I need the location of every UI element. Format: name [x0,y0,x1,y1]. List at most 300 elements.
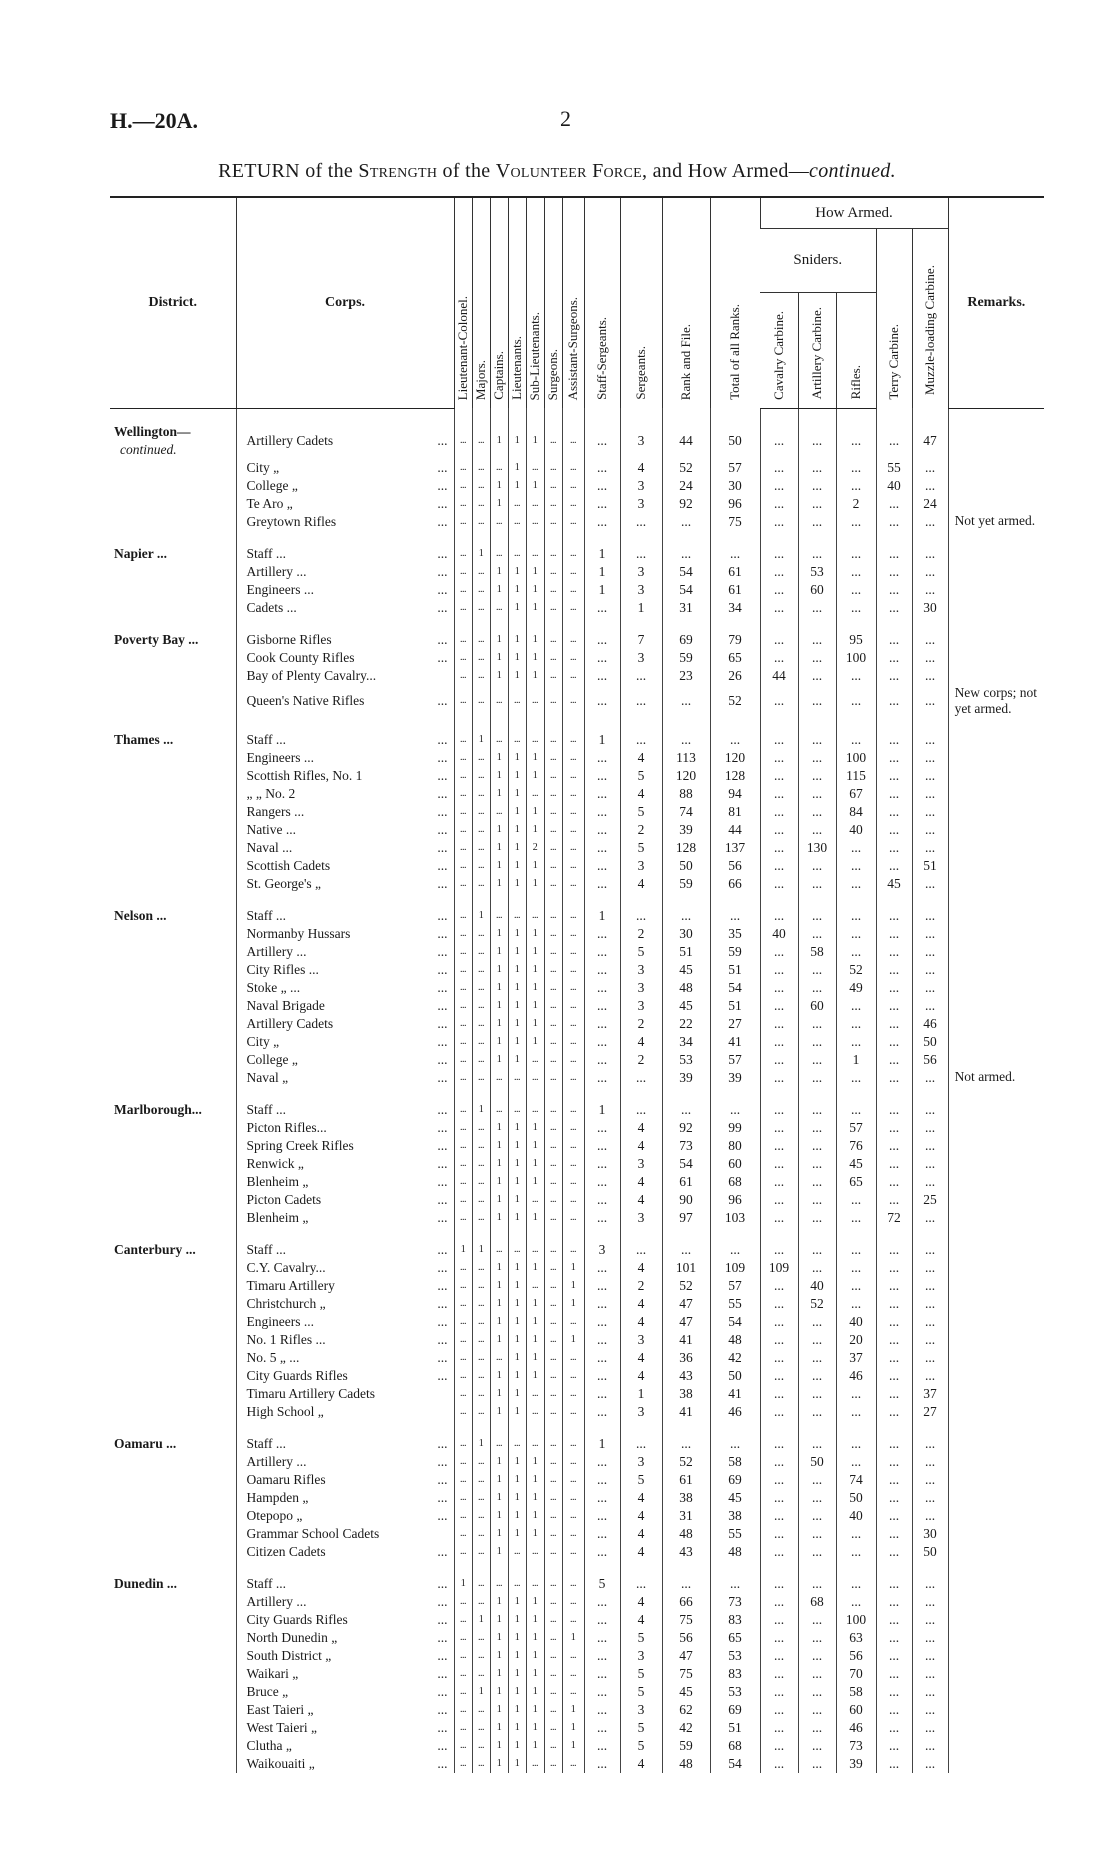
cell-lc: ... [454,1101,472,1119]
corps-cell [236,1331,454,1349]
cell-tot: 65 [710,1629,760,1647]
cell-rf: 45 [662,961,710,979]
cell-cap: 1 [490,997,508,1015]
cell-sgt: 7 [620,631,662,649]
cell-ter: ... [876,667,912,685]
cell-cav: ... [760,495,798,513]
cell-tot: 57 [710,1051,760,1069]
district-cell [110,1543,236,1561]
cell-ss: ... [584,1755,620,1773]
table-row [110,1209,1044,1227]
cell-art: ... [798,1611,836,1629]
cell-maj: ... [472,785,490,803]
cell-lc: ... [454,1259,472,1277]
cell-sub: 1 [526,1033,544,1051]
corps-cell [236,1453,454,1471]
cell-sub: 1 [526,979,544,997]
cell-maj: ... [472,599,490,617]
cell-rif: ... [836,1575,876,1593]
cell-muz: ... [912,1701,948,1719]
cell-rf: 75 [662,1611,710,1629]
cell-rf: ... [662,685,710,717]
cell-lt: 1 [508,1665,526,1683]
cell-cav: ... [760,1611,798,1629]
cell-ss: ... [584,1277,620,1295]
cell-rf: 47 [662,1295,710,1313]
cell-rif: 40 [836,1507,876,1525]
cell-asur: ... [562,1453,584,1471]
remarks-cell [948,1191,1044,1209]
cell-muz: ... [912,749,948,767]
corps-cell [236,1665,454,1683]
cell-maj: ... [472,875,490,893]
cell-sgt: ... [620,1241,662,1259]
header-artillery-carbine: Artillery Carbine. [798,293,836,408]
cell-sur: ... [544,1403,562,1421]
remarks-cell [948,997,1044,1015]
cell-cav: ... [760,943,798,961]
cell-lc: ... [454,631,472,649]
cell-ter: ... [876,1385,912,1403]
cell-rf: 47 [662,1313,710,1331]
district-cell [110,685,236,717]
corps-cell [236,581,454,599]
cell-maj: ... [472,1033,490,1051]
cell-cav: ... [760,581,798,599]
cell-cav: ... [760,1155,798,1173]
leader-dots: ... [437,925,448,941]
leader-dots: ... [437,1507,448,1523]
cell-asur: ... [562,599,584,617]
cell-ter: ... [876,1755,912,1773]
cell-lc: ... [454,1403,472,1421]
cell-maj: ... [472,749,490,767]
cell-maj: ... [472,1507,490,1525]
cell-lc: ... [454,513,472,531]
cell-sgt: 1 [620,1385,662,1403]
cell-sub: 1 [526,649,544,667]
cell-art: ... [798,1069,836,1087]
cell-art: ... [798,1313,836,1331]
cell-maj: ... [472,997,490,1015]
cell-maj: ... [472,685,490,717]
cell-sgt: ... [620,545,662,563]
corps-name: Staff ... [246,545,286,561]
cell-cav: ... [760,731,798,749]
cell-maj: 1 [472,731,490,749]
remarks-cell [948,1119,1044,1137]
cell-ss: 1 [584,731,620,749]
cell-ter: ... [876,1191,912,1209]
cell-lc: ... [454,749,472,767]
cell-sub: 1 [526,1155,544,1173]
cell-sgt: 2 [620,821,662,839]
district-gap [110,408,1044,423]
cell-sur: ... [544,423,562,459]
cell-lc: ... [454,839,472,857]
cell-muz: ... [912,1173,948,1191]
cell-asur: ... [562,545,584,563]
cell-sub: 1 [526,1629,544,1647]
district-cell [110,1719,236,1737]
cell-rf: 24 [662,477,710,495]
cell-sgt: 4 [620,1259,662,1277]
cell-tot: 120 [710,749,760,767]
remarks-cell [948,1737,1044,1755]
cell-muz: ... [912,839,948,857]
cell-lt: ... [508,1101,526,1119]
cell-asur: ... [562,731,584,749]
cell-sub: 1 [526,667,544,685]
cell-cav: 40 [760,925,798,943]
cell-ss: 1 [584,581,620,599]
table-row [110,1015,1044,1033]
corps-name: Normanby Hussars [246,925,351,941]
remarks-cell [948,1471,1044,1489]
district-name: Napier ... [114,545,167,561]
cell-rf: 66 [662,1593,710,1611]
corps-name: Renwick „ [246,1155,304,1171]
table-row [110,667,1044,685]
cell-cap: 1 [490,857,508,875]
cell-sgt: 3 [620,1209,662,1227]
cell-tot: 54 [710,1313,760,1331]
table-row [110,749,1044,767]
cell-sur: ... [544,1137,562,1155]
remarks-cell [948,1611,1044,1629]
header-muzzle-loading-carbine: Muzzle-loading Carbine. [912,229,948,409]
district-cell [110,1755,236,1773]
table-row [110,821,1044,839]
cell-sub: ... [526,1543,544,1561]
cell-muz: ... [912,477,948,495]
remarks-cell [948,1209,1044,1227]
cell-asur: ... [562,1137,584,1155]
remarks-cell [948,545,1044,563]
cell-sub: 1 [526,1259,544,1277]
cell-lc: ... [454,1191,472,1209]
cell-rf: 113 [662,749,710,767]
cell-rif: ... [836,1295,876,1313]
cell-lt: ... [508,1241,526,1259]
cell-asur: ... [562,1435,584,1453]
cell-muz: 46 [912,1015,948,1033]
table-row [110,1737,1044,1755]
corps-cell [236,1507,454,1525]
cell-tot: 44 [710,821,760,839]
district-cell [110,477,236,495]
district-cell [110,857,236,875]
cell-ter: ... [876,649,912,667]
cell-ss: ... [584,423,620,459]
cell-lt: 1 [508,875,526,893]
cell-sgt: 3 [620,649,662,667]
leader-dots: ... [437,1683,448,1699]
cell-asur: ... [562,857,584,875]
cell-sur: ... [544,1367,562,1385]
cell-asur: ... [562,1155,584,1173]
cell-rf: 61 [662,1471,710,1489]
corps-name: Artillery ... [246,1453,307,1469]
cell-art: ... [798,1349,836,1367]
cell-sur: ... [544,1033,562,1051]
district-cell [110,1575,236,1593]
corps-cell [236,1295,454,1313]
cell-sgt: 4 [620,1543,662,1561]
cell-maj: ... [472,631,490,649]
cell-asur: 1 [562,1737,584,1755]
cell-tot: 81 [710,803,760,821]
cell-tot: 59 [710,943,760,961]
corps-name: No. 1 Rifles ... [246,1331,326,1347]
cell-ss: 3 [584,1241,620,1259]
cell-sub: ... [526,1575,544,1593]
cell-art: ... [798,1033,836,1051]
cell-cav: 109 [760,1259,798,1277]
cell-muz: 24 [912,495,948,513]
district-cell [110,1629,236,1647]
cell-ss: ... [584,943,620,961]
cell-sub: 1 [526,1313,544,1331]
leader-dots: ... [437,961,448,977]
corps-cell [236,545,454,563]
table-row [110,495,1044,513]
cell-sur: ... [544,563,562,581]
cell-cav: ... [760,545,798,563]
table-row [110,1471,1044,1489]
cell-ss: ... [584,459,620,477]
district-cell [110,1737,236,1755]
cell-rif: 2 [836,495,876,513]
cell-cav: ... [760,477,798,495]
corps-name: C.Y. Cavalry... [246,1259,326,1275]
cell-sgt: 3 [620,423,662,459]
cell-sgt: ... [620,667,662,685]
cell-art: ... [798,731,836,749]
leader-dots: ... [437,1137,448,1153]
cell-muz: ... [912,631,948,649]
cell-sub: 1 [526,1453,544,1471]
cell-rf: 90 [662,1191,710,1209]
cell-tot: 60 [710,1155,760,1173]
cell-sub: 1 [526,1209,544,1227]
table-row [110,1155,1044,1173]
table-row [110,1241,1044,1259]
cell-art: ... [798,907,836,925]
corps-name: Bruce „ [246,1683,289,1699]
cell-cap: 1 [490,1385,508,1403]
cell-rif: 100 [836,749,876,767]
cell-sur: ... [544,1755,562,1773]
cell-maj: 1 [472,907,490,925]
table-row [110,1069,1044,1087]
corps-name: Timaru Artillery [246,1277,335,1293]
leader-dots: ... [437,1241,448,1257]
corps-cell [236,1719,454,1737]
cell-ss: ... [584,1471,620,1489]
cell-sub: 1 [526,1719,544,1737]
header-sub-lieutenants: Sub-Lieutenants. [526,198,544,408]
cell-maj: ... [472,1331,490,1349]
cell-art: ... [798,1507,836,1525]
cell-rif: ... [836,1593,876,1611]
cell-ss: 1 [584,545,620,563]
corps-cell [236,1403,454,1421]
corps-name: Staff ... [246,1575,286,1591]
cell-rf: 56 [662,1629,710,1647]
cell-sub: 1 [526,1331,544,1349]
district-cell [110,1209,236,1227]
cell-ter: ... [876,581,912,599]
cell-rf: 59 [662,1737,710,1755]
cell-sgt: ... [620,1575,662,1593]
cell-sur: ... [544,1191,562,1209]
cell-rif: 1 [836,1051,876,1069]
cell-sur: ... [544,581,562,599]
leader-dots: ... [437,545,448,561]
table-row [110,685,1044,717]
cell-cap: 1 [490,1137,508,1155]
cell-sur: ... [544,857,562,875]
cell-sgt: 5 [620,767,662,785]
cell-cav: ... [760,1755,798,1773]
cell-lt: 1 [508,1015,526,1033]
cell-tot: 51 [710,961,760,979]
cell-cav: ... [760,1489,798,1507]
cell-cap: ... [490,731,508,749]
corps-cell [236,1435,454,1453]
cell-maj: ... [472,943,490,961]
cell-tot: ... [710,907,760,925]
cell-rf: ... [662,1241,710,1259]
corps-name: Blenheim „ [246,1173,309,1189]
cell-cav: ... [760,997,798,1015]
district-cell [110,1593,236,1611]
cell-lc: ... [454,1453,472,1471]
table-row [110,1647,1044,1665]
corps-cell [236,767,454,785]
cell-tot: 53 [710,1683,760,1701]
cell-lc: ... [454,1209,472,1227]
remarks-cell [948,631,1044,649]
cell-sur: ... [544,1507,562,1525]
cell-cap: ... [490,803,508,821]
cell-tot: 45 [710,1489,760,1507]
district-cell [110,1683,236,1701]
cell-asur: ... [562,1069,584,1087]
cell-art: ... [798,1489,836,1507]
cell-maj: ... [472,1191,490,1209]
cell-ter: ... [876,943,912,961]
cell-art: ... [798,1209,836,1227]
cell-lt: 1 [508,1349,526,1367]
cell-rf: 23 [662,667,710,685]
leader-dots: ... [437,459,448,475]
cell-muz: 25 [912,1191,948,1209]
cell-tot: 51 [710,997,760,1015]
corps-cell [236,1155,454,1173]
cell-sur: ... [544,997,562,1015]
cell-ss: ... [584,1453,620,1471]
cell-lc: ... [454,1755,472,1773]
cell-art: ... [798,459,836,477]
cell-lt: 1 [508,1295,526,1313]
cell-sur: ... [544,767,562,785]
cell-asur: ... [562,563,584,581]
cell-maj: ... [472,1737,490,1755]
cell-rif: ... [836,731,876,749]
cell-tot: 55 [710,1525,760,1543]
cell-tot: 96 [710,1191,760,1209]
cell-lt: 1 [508,1737,526,1755]
cell-rf: 34 [662,1033,710,1051]
cell-tot: 128 [710,767,760,785]
cell-lt: ... [508,1543,526,1561]
cell-muz: ... [912,545,948,563]
cell-cap: 1 [490,785,508,803]
corps-name: College „ [246,1051,298,1067]
cell-lc: ... [454,1137,472,1155]
cell-art: ... [798,1015,836,1033]
corps-name: Stoke „ ... [246,979,301,995]
table-row [110,1525,1044,1543]
table-row [110,803,1044,821]
cell-art: ... [798,961,836,979]
cell-lt: 1 [508,459,526,477]
cell-lc: ... [454,1471,472,1489]
leader-dots: ... [437,1611,448,1627]
corps-name: East Taieri „ [246,1701,314,1717]
corps-cell [236,423,454,459]
cell-maj: ... [472,857,490,875]
cell-sur: ... [544,667,562,685]
cell-lc: 1 [454,1575,472,1593]
cell-ss: ... [584,821,620,839]
leader-dots: ... [437,1489,448,1505]
cell-sur: ... [544,649,562,667]
remarks-cell [948,477,1044,495]
cell-cap: ... [490,907,508,925]
cell-ss: 1 [584,563,620,581]
cell-sur: ... [544,785,562,803]
leader-dots: ... [437,1209,448,1225]
cell-cav: ... [760,785,798,803]
cell-lc: ... [454,785,472,803]
cell-tot: ... [710,731,760,749]
cell-art: ... [798,1575,836,1593]
cell-maj: ... [472,1367,490,1385]
cell-cav: ... [760,961,798,979]
title-strength: Strength [358,160,438,182]
leader-dots: ... [437,875,448,891]
district-cell [110,1525,236,1543]
cell-rf: 30 [662,925,710,943]
cell-ss: ... [584,749,620,767]
remarks-cell [948,1033,1044,1051]
cell-art: ... [798,875,836,893]
cell-ss: 1 [584,1101,620,1119]
remarks-cell [948,1489,1044,1507]
cell-sur: ... [544,1313,562,1331]
cell-sub: 1 [526,1611,544,1629]
leader-dots: ... [437,1575,448,1591]
cell-lt: 1 [508,1385,526,1403]
cell-ter: ... [876,1295,912,1313]
cell-rif: ... [836,423,876,459]
table-row [110,767,1044,785]
cell-ter: ... [876,821,912,839]
corps-cell [236,1051,454,1069]
